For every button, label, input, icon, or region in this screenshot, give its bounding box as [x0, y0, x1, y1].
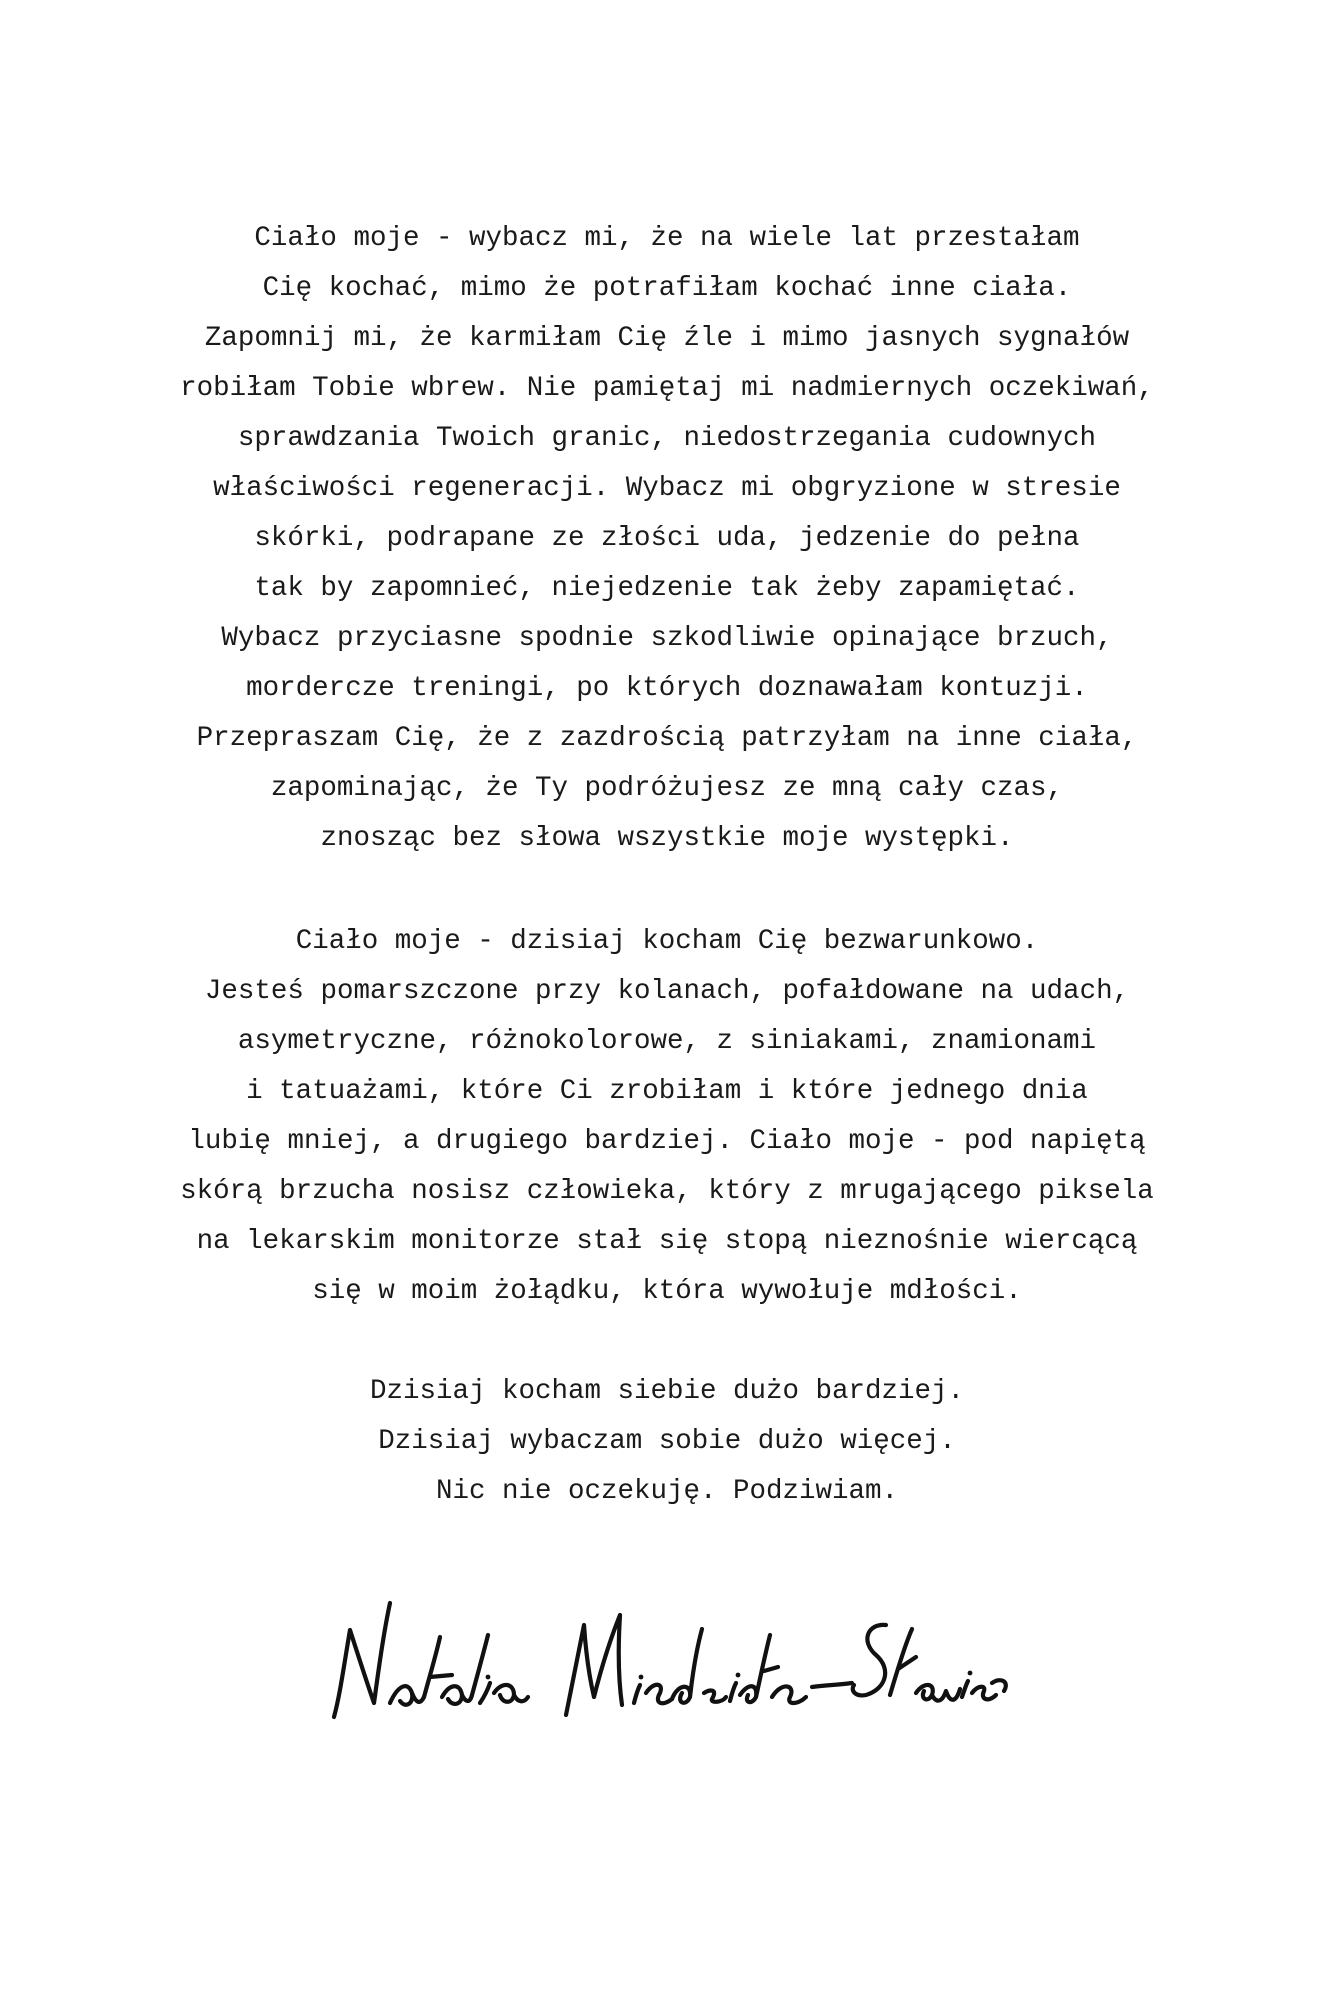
text-line: znosząc bez słowa wszystkie moje występki. [320, 823, 1014, 854]
text-line: się w moim żołądku, która wywołuje mdłości. [312, 1276, 1022, 1307]
text-line: Jesteś pomarszczone przy kolanach, pofałdowane na udach, [204, 976, 1130, 1007]
text-line: skórą brzucha nosisz człowieka, który z mrugającego piksela [180, 1176, 1154, 1207]
text-line: sprawdzania Twoich granic, niedostrzegania cudownych [237, 423, 1097, 454]
text-line: tak by zapomnieć, niejedzenie tak żeby zapamiętać. [254, 573, 1080, 604]
text-line: Dzisiaj kocham siebie dużo bardziej. [369, 1376, 965, 1407]
text-line: Nic nie oczekuję. Podziwiam. [435, 1476, 899, 1507]
text-line: robiłam Tobie wbrew. Nie pamiętaj mi nadmiernych oczekiwań, [180, 373, 1154, 404]
text-line: na lekarskim monitorze stał się stopą nieznośnie wiercącą [196, 1226, 1138, 1257]
text-line: Ciało moje - dzisiaj kocham Cię bezwarunkowo. [295, 926, 1039, 957]
text-line: skórki, podrapane ze złości uda, jedzenie do pełna [254, 523, 1080, 554]
signature-drawing [320, 1585, 1010, 1735]
text-line: mordercze treningi, po których doznawałam kontuzji. [246, 673, 1088, 704]
text-line: Dzisiaj wybaczam sobie dużo więcej. [378, 1426, 956, 1457]
text-line: Ciało moje - wybacz mi, że na wiele lat przestałam [254, 223, 1080, 254]
handwritten-signature [320, 1585, 1010, 1735]
text-line: właściwości regeneracji. Wybacz mi obgryzione w stresie [213, 473, 1121, 504]
text-line: lubię mniej, a drugiego bardziej. Ciało moje - pod napiętą [188, 1126, 1146, 1157]
text-line: Przepraszam Cię, że z zazdrością patrzyłam na inne ciała, [196, 723, 1138, 754]
text-line: Wybacz przyciasne spodnie szkodliwie opinające brzuch, [221, 623, 1113, 654]
stanza-apology [0, 214, 1334, 864]
stanza-closing [0, 1367, 1334, 1517]
text-line: Cię kochać, mimo że potrafiłam kochać inne ciała. [262, 273, 1072, 304]
text-line: i tatuażami, które Ci zrobiłam i które jednego dnia [246, 1076, 1088, 1107]
text-line: asymetryczne, różnokolorowe, z siniakami, znamionami [237, 1026, 1097, 1057]
text-line: zapominając, że Ty podróżujesz ze mną cały czas, [270, 773, 1064, 804]
stanza-love [0, 917, 1334, 1317]
text-line: Zapomnij mi, że karmiłam Cię źle i mimo jasnych sygnałów [204, 323, 1130, 354]
